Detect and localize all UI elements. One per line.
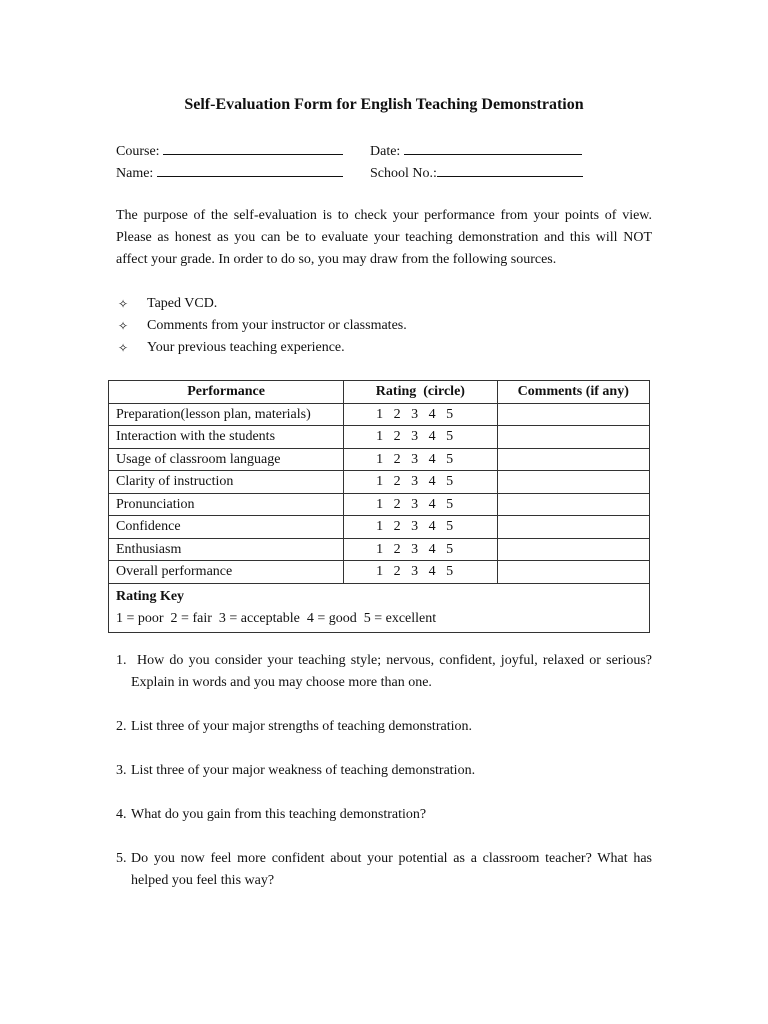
question-text: List three of your major weakness of teaching demonstration. [131,763,476,778]
rating-scale[interactable]: 1 2 3 4 5 [344,493,497,516]
question-number: 2. [116,719,127,734]
evaluation-table [108,380,650,633]
rating-scale[interactable]: 1 2 3 4 5 [344,516,497,539]
comment-cell[interactable] [497,471,649,494]
table-row [109,516,650,539]
question-text: What do you gain from this teaching demonstration? [131,807,427,822]
table-row [109,403,650,426]
diamond-star-icon: ✧ [118,341,129,355]
diamond-star-icon: ✧ [118,297,129,311]
table-row [109,426,650,449]
school-field[interactable] [370,162,583,184]
header-comments: Comments (if any) [497,381,649,404]
header-performance: Performance [109,381,344,404]
school-label: School No.: [370,166,437,181]
question-item [116,650,652,694]
list-item: ✧ Taped VCD. [116,293,407,315]
list-item: ✧ Your previous teaching experience. [116,337,407,359]
table-row [109,538,650,561]
table-row [109,561,650,584]
diamond-star-icon: ✧ [118,319,129,333]
rating-scale[interactable]: 1 2 3 4 5 [344,403,497,426]
rating-key-row [109,583,650,632]
question-item [116,716,652,738]
question-text: How do you consider your teaching style; nervous, confident, joyful, relaxed or serious? Explain in words and you may choose more than one. [131,653,652,690]
date-label: Date: [370,144,401,159]
course-field[interactable] [116,140,343,162]
date-field[interactable] [370,140,582,162]
comment-cell[interactable] [497,493,649,516]
comment-cell[interactable] [497,538,649,561]
questions-list [116,650,652,914]
question-number: 5. [116,851,127,866]
question-item [116,760,652,782]
rating-key-title: Rating Key [116,588,185,604]
comment-cell[interactable] [497,561,649,584]
rating-scale[interactable]: 1 2 3 4 5 [344,426,497,449]
intro-paragraph: The purpose of the self-evaluation is to check your performance from your points of view. Please as honest as you can be to evaluate your teaching demonstration and this will NOT affect your grade. In order to do so, you may draw from the following sources. [116,208,652,267]
date-blank[interactable] [404,140,582,155]
rating-scale[interactable]: 1 2 3 4 5 [344,448,497,471]
rating-scale[interactable]: 1 2 3 4 5 [344,561,497,584]
comment-cell[interactable] [497,448,649,471]
comment-cell[interactable] [497,426,649,449]
page-title: Self-Evaluation Form for English Teaching Demonstration [184,96,584,113]
question-text: Do you now feel more confident about your potential as a classroom teacher? What has helped you feel this way? [131,851,652,888]
performance-cell: Pronunciation [109,493,344,516]
performance-cell: Usage of classroom language [109,448,344,471]
rating-scale[interactable]: 1 2 3 4 5 [344,538,497,561]
question-text: List three of your major strengths of teaching demonstration. [131,719,472,734]
performance-cell: Enthusiasm [109,538,344,561]
table-row [109,448,650,471]
performance-cell: Overall performance [109,561,344,584]
list-item: ✧ Comments from your instructor or classmates. [116,315,407,337]
name-label: Name: [116,166,154,181]
rating-scale[interactable]: 1 2 3 4 5 [344,471,497,494]
school-blank[interactable] [437,162,583,177]
question-item [116,848,652,892]
comment-cell[interactable] [497,516,649,539]
performance-cell: Clarity of instruction [109,471,344,494]
question-number: 3. [116,763,127,778]
question-item [116,804,652,826]
course-blank[interactable] [163,140,343,155]
name-field[interactable] [116,162,343,184]
table-row [109,471,650,494]
performance-cell: Preparation(lesson plan, materials) [109,403,344,426]
sources-list [116,293,407,359]
question-number: 1. [116,653,127,668]
table-row [109,493,650,516]
performance-cell: Confidence [109,516,344,539]
header-rating: Rating (circle) [344,381,497,404]
table-header-row [109,381,650,404]
rating-key-text: 1 = poor 2 = fair 3 = acceptable 4 = good 5 = excellent [116,610,437,626]
performance-cell: Interaction with the students [109,426,344,449]
rating-key [109,583,650,632]
course-label: Course: [116,144,160,159]
comment-cell[interactable] [497,403,649,426]
name-blank[interactable] [157,162,343,177]
question-number: 4. [116,807,127,822]
